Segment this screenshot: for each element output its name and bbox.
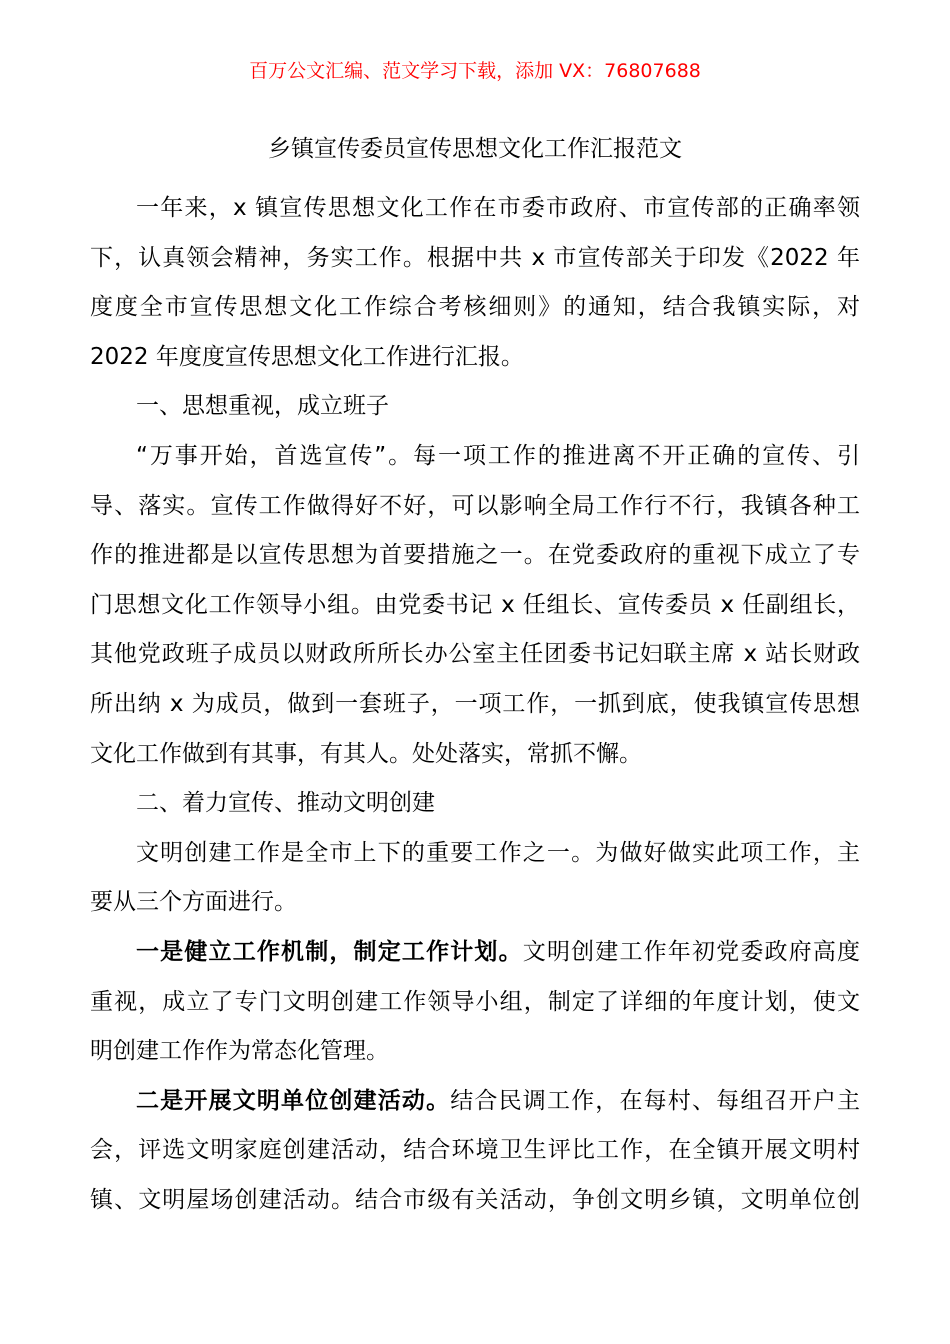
paragraph-3-line-2: 要从三个方面进行。: [90, 889, 297, 916]
paragraph-2-line-6: 所出纳 x 为成员，做到一套班子，一项工作，一抓到底，使我镇宣传思想: [90, 690, 860, 717]
paragraph-5-line-3: 镇、文明屋场创建活动。结合市级有关活动，争创文明乡镇，文明单位创: [90, 1186, 860, 1213]
paragraph-5-line-1: [90, 1077, 860, 1127]
paragraph-2-line-5: 其他党政班子成员以财政所所长办公室主任团委书记妇联主席 x 站长财政: [90, 641, 860, 668]
section-heading-2: 二、着力宣传、推动文明创建: [136, 790, 435, 817]
paragraph-5-lead-bold: 二是开展文明单位创建活动。: [136, 1087, 451, 1114]
paragraph-2-line-2: 导、落实。宣传工作做得好不好，可以影响全局工作行不行，我镇各种工: [90, 492, 860, 519]
paragraph-4-line-2: 重视，成立了专门文明创建工作领导小组，制定了详细的年度计划，使文: [90, 988, 860, 1015]
paragraph-1-line-4: 2022 年度度宣传思想文化工作进行汇报。: [90, 343, 524, 370]
paragraph-5-line-2: 会，评选文明家庭创建活动，结合环境卫生评比工作，在全镇开展文明村: [90, 1137, 860, 1164]
paragraph-4-line-1: [90, 928, 860, 978]
paragraph-2-line-4: 门思想文化工作领导小组。由党委书记 x 任组长、宣传委员 x 任副组长，: [90, 591, 860, 618]
header-watermark-note: 百万公文汇编、范文学习下载，添加 VX：76807688: [249, 60, 701, 82]
section-heading-1: 一、思想重视，成立班子: [136, 393, 389, 420]
paragraph-1-line-1: 一年来，x 镇宣传思想文化工作在市委市政府、市宣传部的正确率领: [136, 195, 860, 221]
paragraph-2-line-1: “万事开始，首选宣传”。每一项工作的推进离不开正确的宣传、引: [136, 442, 860, 469]
paragraph-4-lead-rest: 文明创建工作年初党委政府高度: [522, 938, 861, 965]
paragraph-3-line-1: 文明创建工作是全市上下的重要工作之一。为做好做实此项工作，主: [136, 839, 860, 866]
paragraph-4-line-3: 明创建工作作为常态化管理。: [90, 1038, 389, 1065]
paragraph-2-line-3: 作的推进都是以宣传思想为首要措施之一。在党委政府的重视下成立了专: [90, 542, 860, 569]
document-body: [90, 184, 860, 1225]
paragraph-5-lead-rest: 结合民调工作，在每村、每组召开户主: [450, 1087, 861, 1114]
paragraph-1-line-3: 度度全市宣传思想文化工作综合考核细则》的通知，结合我镇实际，对: [90, 294, 860, 321]
document-title: 乡镇宣传委员宣传思想文化工作汇报范文: [268, 136, 682, 162]
paragraph-4-lead-bold: 一是健立工作机制，制定工作计划。: [136, 938, 523, 965]
paragraph-2-line-7: 文化工作做到有其事，有其人。处处落实，常抓不懈。: [90, 740, 642, 767]
paragraph-1-line-2: 下，认真领会精神，务实工作。根据中共 x 市宣传部关于印发《2022 年: [90, 244, 860, 271]
